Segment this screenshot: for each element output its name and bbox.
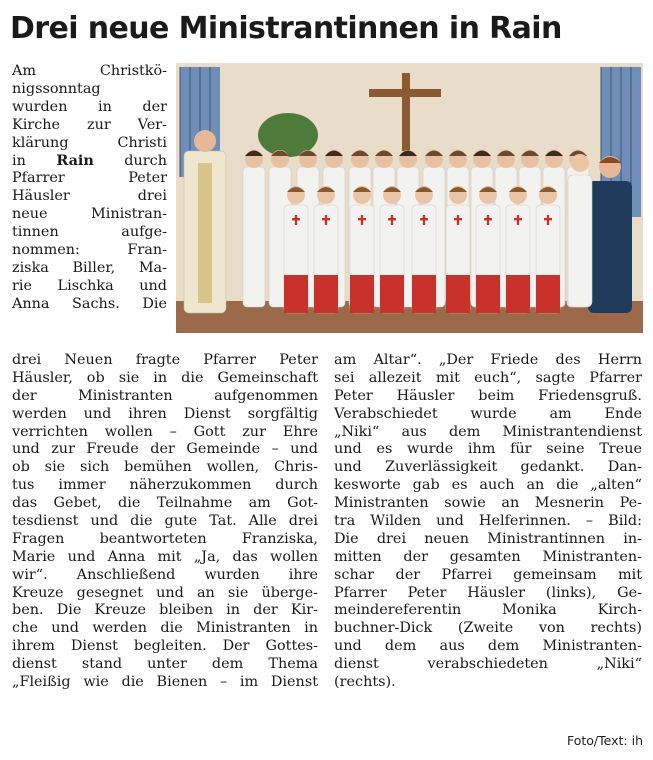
text-line: Häusler, ob sie in die Gemeinschaft	[12, 369, 318, 386]
text-line: sei allezeit mit euch“, sagte Pfarrer	[334, 369, 642, 386]
text-fragment: in	[12, 153, 57, 170]
text-line: „Niki“ aus dem Ministrantendienst	[334, 423, 642, 440]
text-line: Ministranten sowie an Mesnerin Pe-	[334, 495, 642, 512]
text-line: am Altar“. „Der Friede des Herrn	[334, 352, 642, 368]
text-line: (rechts).	[334, 674, 396, 691]
red-cassock	[536, 275, 560, 313]
text-line: schar der Pfarrei gemeinsam mit	[334, 566, 642, 583]
text-line: dienst stand unter dem Thema	[12, 656, 318, 673]
text-line: Fragen beantworteten Franziska,	[12, 530, 318, 547]
cross-icon	[369, 89, 441, 97]
text-line: und zur Freude der Gemeinde – und	[12, 441, 318, 458]
cross-icon	[358, 218, 366, 220]
server-robe	[243, 167, 265, 307]
red-cassock	[380, 275, 404, 313]
text-line: Pfarrer Peter Häusler (links), Ge-	[334, 584, 642, 601]
red-cassock	[476, 275, 500, 313]
text-line: che und werden die Ministranten in	[12, 620, 318, 637]
text-line: Anna Sachs. Die	[12, 295, 167, 312]
text-line: ob sie sich bemühen wollen, Chris-	[12, 459, 318, 476]
text-line: und dem aus dem Ministranten-	[334, 638, 642, 655]
text-line: Am Christkö-	[12, 63, 167, 79]
text-line: Die drei neuen Ministrantinnen in-	[334, 530, 642, 547]
priest-stole	[198, 163, 212, 303]
text-line: dienst verabschiedeten „Niki“	[334, 656, 642, 673]
place-name-bold: Rain	[56, 152, 94, 170]
text-line: „Fleißig wie die Bienen – im Dienst	[12, 674, 318, 691]
text-line: rie Lischka und	[12, 277, 167, 294]
text-line: verrichten wollen – Gott zur Ehre	[12, 423, 318, 440]
text-line	[12, 152, 167, 170]
article-headline: Drei neue Ministrantinnen in Rain	[10, 11, 562, 46]
text-line: meindereferentin Monika Kirch-	[334, 602, 642, 619]
cross-icon	[454, 218, 462, 220]
text-line: Peter Häusler beim Friedensgruß.	[334, 387, 642, 404]
text-line: klärung Christi	[12, 134, 167, 151]
text-line: Häusler drei	[12, 188, 167, 205]
cross-icon	[402, 73, 410, 151]
text-line: mitten der gesamten Ministranten-	[334, 548, 642, 565]
text-line: Kreuze gesegnet und an sie überge-	[12, 584, 318, 601]
text-line: tesdienst und die gute Tat. Alle drei	[12, 513, 318, 530]
text-line: Pfarrer Peter	[12, 170, 167, 187]
article-column-right	[334, 352, 642, 692]
red-cassock	[446, 275, 470, 313]
cross-icon	[420, 218, 428, 220]
cross-icon	[292, 218, 300, 220]
text-line: buchner-Dick (Zweite von rechts)	[334, 620, 642, 637]
text-line: das Gebet, die Teilnahme am Got-	[12, 495, 318, 512]
text-line: neue Ministran-	[12, 206, 167, 223]
text-line: tra Wilden und Helferinnen. – Bild:	[334, 513, 642, 530]
cross-icon	[388, 218, 396, 220]
red-cassock	[314, 275, 338, 313]
text-line: Verabschiedet wurde am Ende	[334, 405, 642, 422]
text-line: und es wurde ihm für seine Treue	[334, 441, 642, 458]
text-line: tus immer näherzukommen durch	[12, 477, 318, 494]
text-line: nommen: Fran-	[12, 241, 167, 258]
text-line: ziska Biller, Ma-	[12, 259, 167, 276]
cross-icon	[544, 218, 552, 220]
photo-credit: Foto/Text: ih	[566, 733, 643, 748]
article-column-left	[12, 352, 318, 692]
text-line: nigssonntag	[12, 80, 101, 97]
text-line: kesworte gab es auch an die „alten“	[334, 477, 642, 494]
red-cassock	[350, 275, 374, 313]
group-photo-illustration	[176, 63, 643, 333]
text-line: ben. Die Kreuze bleiben in der Kir-	[12, 602, 318, 619]
person-right-dark	[588, 181, 632, 313]
text-line: wurden in der	[12, 98, 167, 115]
article-column-intro	[12, 63, 167, 313]
text-line: drei Neuen fragte Pfarrer Peter	[12, 352, 318, 368]
text-line: und Zuverlässigkeit gedankt. Dan-	[334, 459, 642, 476]
text-line: der Ministranten aufgenommen	[12, 387, 318, 404]
text-line: Kirche zur Ver-	[12, 116, 167, 133]
text-line: tinnen aufge-	[12, 224, 167, 241]
text-line: werden und ihren Dienst sorgfältig	[12, 405, 318, 422]
cross-icon	[322, 218, 330, 220]
cross-icon	[514, 218, 522, 220]
group-photo	[176, 63, 643, 333]
face	[571, 154, 589, 172]
text-line: ihrem Dienst begleiten. Der Gottes-	[12, 638, 318, 655]
text-line: wir“. Anschließend wurden ihre	[12, 566, 318, 583]
cross-icon	[484, 218, 492, 220]
red-cassock	[412, 275, 436, 313]
face	[194, 130, 216, 152]
text-fragment: durch	[93, 153, 167, 170]
person-white-robe	[568, 175, 592, 307]
text-line: Marie und Anna mit „Ja, das wollen	[12, 548, 318, 565]
red-cassock	[506, 275, 530, 313]
red-cassock	[284, 275, 308, 313]
